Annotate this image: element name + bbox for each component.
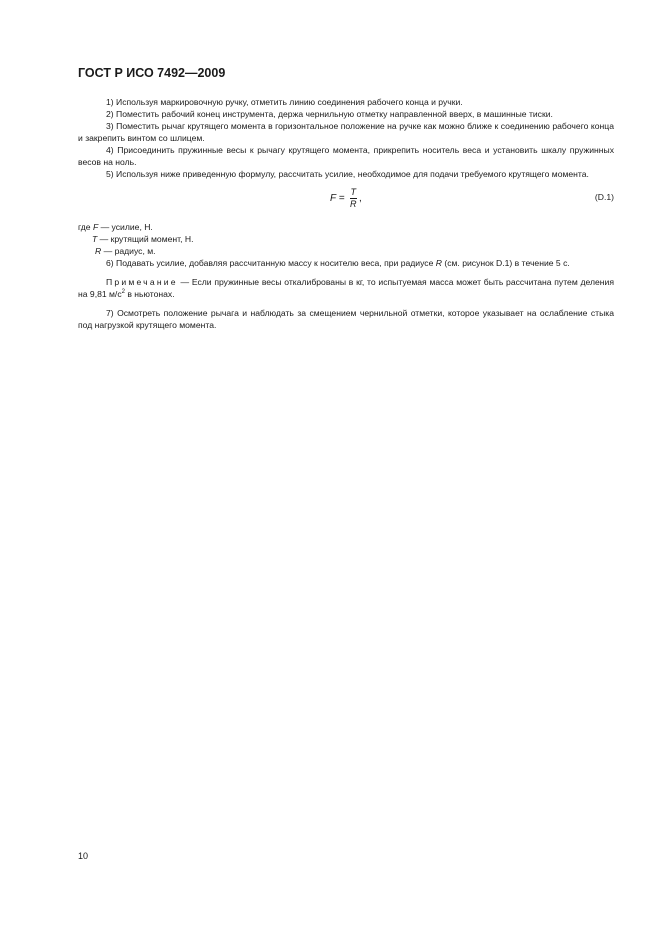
step-6-text-b: (см. рисунок D.1) в течение 5 с. <box>441 258 570 268</box>
step-6 <box>78 257 614 269</box>
where-item-f <box>78 221 614 233</box>
note-superscript: 2 <box>121 289 125 296</box>
where-prefix: где <box>78 222 93 232</box>
note-label: Примечание <box>106 277 178 287</box>
formula-equals: = <box>336 192 348 204</box>
where-desc: — крутящий момент, Н. <box>97 234 194 244</box>
formula-comma: , <box>359 192 362 204</box>
formula-number: (D.1) <box>594 192 614 202</box>
step-2: 2) Поместить рабочий конец инструмента, держа чернильную отметку направленной вверх, в машинные тиски. <box>106 109 553 119</box>
where-var: R <box>95 246 102 256</box>
step-1: 1) Используя маркировочную ручку, отметить линию соединения рабочего конца и ручки. <box>106 97 463 107</box>
where-desc: — радиус, м. <box>101 246 156 256</box>
where-var: F <box>92 222 99 232</box>
where-block <box>78 221 614 257</box>
formula-denominator: R <box>350 199 357 209</box>
formula-fraction <box>350 187 358 210</box>
step-6-text-a: 6) Подавать усилие, добавляя рассчитанную массу к носителю веса, при радиусе <box>106 258 436 268</box>
where-item-t <box>78 233 614 245</box>
step-4: 4) Присоединить пружинные весы к рычагу крутящего момента, прикрепить носитель веса и установить шкалу пружинных весов на ноль. <box>78 145 614 167</box>
note-text-b: в ньютонах. <box>124 289 175 299</box>
step-7: 7) Осмотреть положение рычага и наблюдать за смещением чернильной отметки, которое указывает на ослабление стыка под нагрузкой крутящего момента. <box>78 308 614 330</box>
page-number: 10 <box>78 851 89 861</box>
formula-d1 <box>78 183 614 219</box>
document-header: ГОСТ Р ИСО 7492—2009 <box>78 66 226 80</box>
formula-lhs: F <box>330 192 337 204</box>
note <box>78 276 614 300</box>
where-desc: — усилие, Н. <box>98 222 153 232</box>
formula-expression <box>330 187 362 210</box>
step-6-var: R <box>435 258 442 268</box>
where-item-r <box>78 245 614 257</box>
document-body <box>78 96 614 331</box>
step-5: 5) Используя ниже приведенную формулу, рассчитать усилие, необходимое для подачи требуемого крутящего момента. <box>106 169 589 179</box>
formula-numerator: T <box>350 187 357 197</box>
where-var: T <box>92 234 98 244</box>
note-text-a: — Если пружинные весы откалиброваны в кг, то испытуемая масса может быть рассчитана путем деления на 9,81 м/с <box>78 277 614 299</box>
step-3: 3) Поместить рычаг крутящего момента в горизонтальное положение на ручке как можно ближе к соединению рабочего конца и закрепить винтом со шлицем. <box>78 121 614 143</box>
